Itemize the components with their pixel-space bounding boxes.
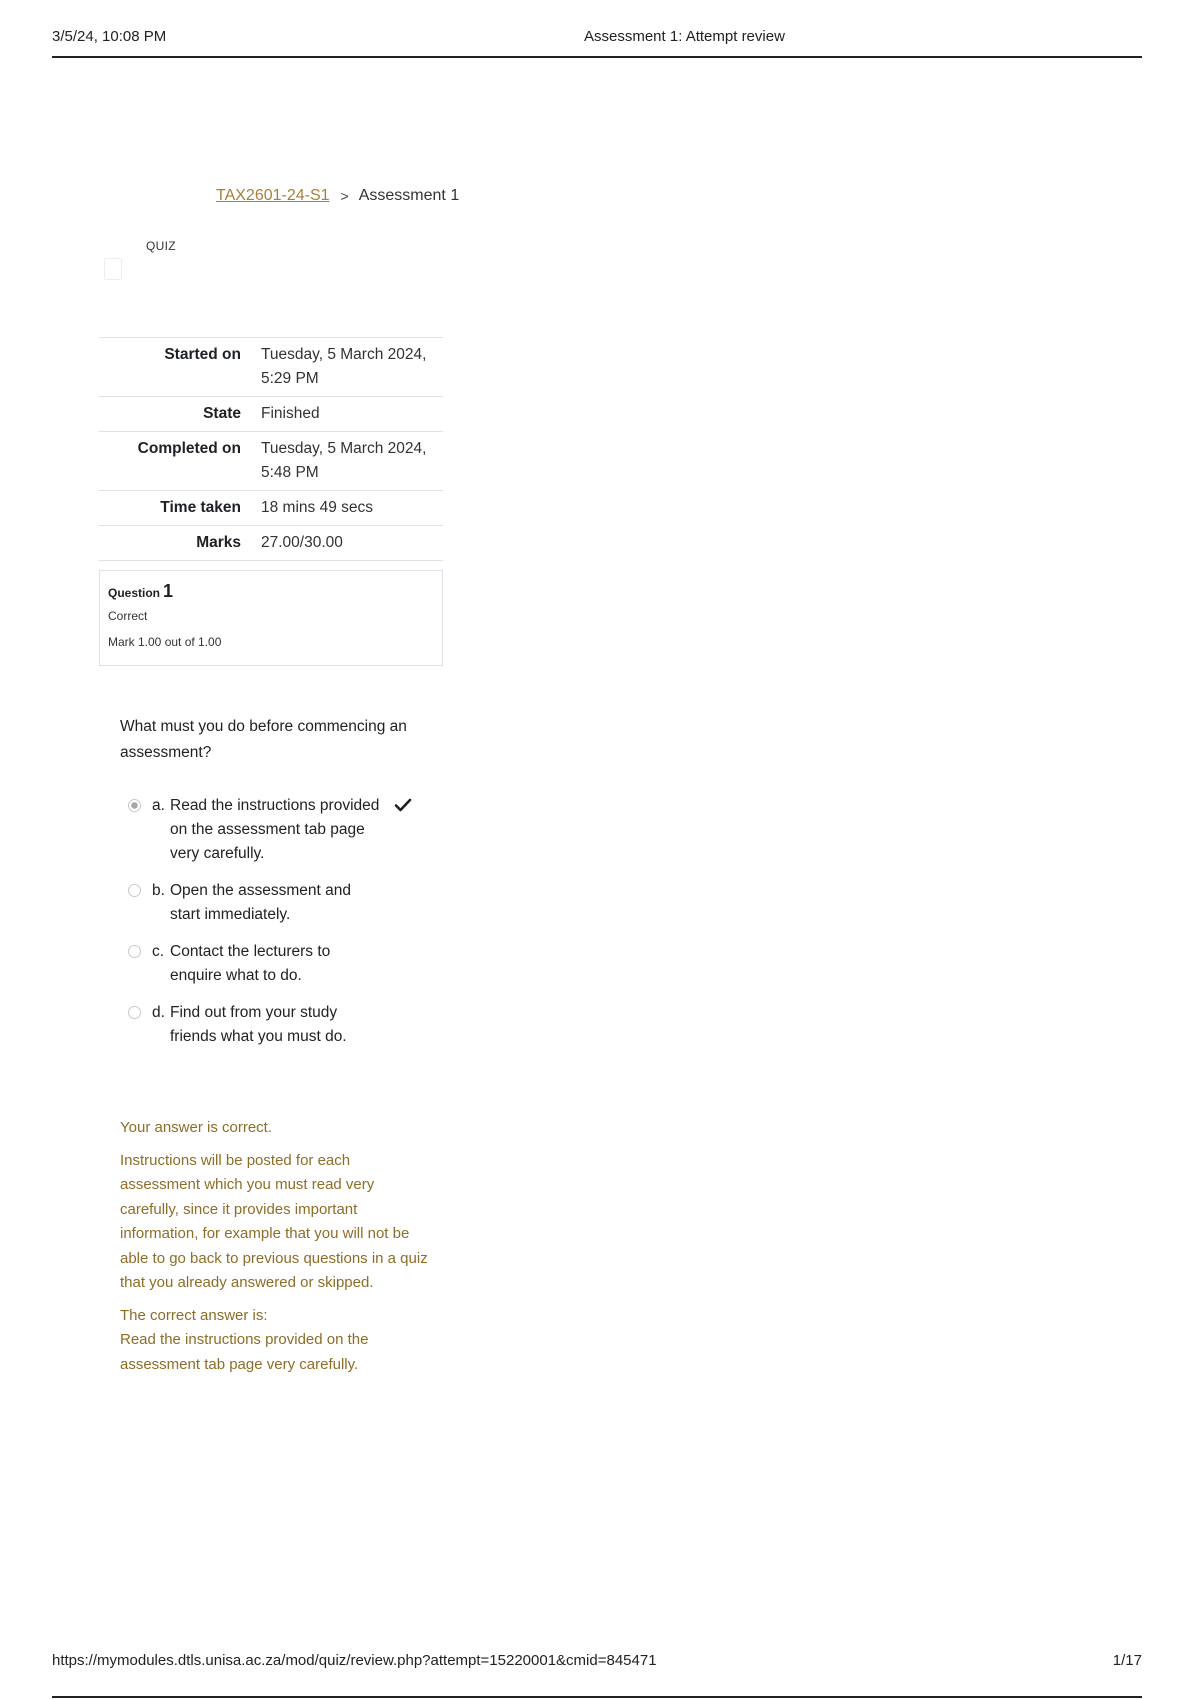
question-feedback (120, 1116, 430, 1377)
marks-value: 27.00/30.00 (261, 534, 343, 551)
print-footer (52, 1652, 1142, 1698)
time-taken-label: Time taken (160, 499, 241, 516)
started-label: Started on (164, 346, 241, 363)
state-value: Finished (261, 405, 320, 422)
completed-label: Completed on (137, 440, 241, 457)
summary-row-marks (99, 526, 443, 561)
radio-button[interactable] (128, 1006, 141, 1019)
state-label: State (203, 405, 241, 422)
radio-button[interactable] (128, 945, 141, 958)
answer-option-b[interactable] (128, 879, 428, 927)
checkmark-icon (394, 796, 412, 814)
option-text: Open the assessment and start immediately. (170, 882, 351, 923)
breadcrumb-course-link[interactable]: TAX2601-24-S1 (216, 187, 330, 204)
option-text: Find out from your study friends what you must do. (170, 1004, 347, 1045)
marks-label: Marks (196, 534, 241, 551)
question-label: Question (108, 586, 161, 600)
right-answer-label: The correct answer is: (120, 1306, 268, 1324)
option-text: Read the instructions provided on the assessment tab page very carefully. (170, 797, 380, 862)
completed-value: Tuesday, 5 March 2024, 5:48 PM (261, 440, 427, 481)
attempt-summary-table (99, 337, 443, 595)
question-mark: Mark 1.00 out of 1.00 (108, 635, 222, 649)
print-page-title: Assessment 1: Attempt review (584, 28, 785, 45)
breadcrumb-current: Assessment 1 (358, 187, 460, 204)
time-taken-value: 18 mins 49 secs (261, 499, 373, 516)
activity-type-label: QUIZ (146, 239, 176, 253)
answer-option-d[interactable] (128, 1001, 428, 1049)
general-feedback: Instructions will be posted for each assessment which you must read very carefully, since it provides important information, for example that you will not be able to go back to previous questions in a quiz that you already answered or skipped. (120, 1151, 428, 1291)
question-number-value: 1 (163, 581, 174, 601)
option-letter: b. (152, 882, 165, 899)
question-number (108, 581, 434, 602)
radio-button-selected[interactable] (128, 799, 141, 812)
summary-row-started (99, 338, 443, 397)
print-date: 3/5/24, 10:08 PM (52, 28, 167, 45)
answer-option-a[interactable] (128, 794, 428, 866)
question-info-box (99, 570, 443, 666)
question-text: What must you do before commencing an assessment? (120, 718, 407, 761)
print-header (52, 28, 1142, 58)
question-state: Correct (108, 609, 148, 623)
answer-options (128, 794, 428, 1062)
summary-row-time (99, 491, 443, 526)
print-page-number: 1/17 (1112, 1652, 1142, 1669)
started-value: Tuesday, 5 March 2024, 5:29 PM (261, 346, 427, 387)
option-text: Contact the lecturers to enquire what to do. (170, 943, 331, 984)
summary-row-state (99, 397, 443, 432)
radio-button[interactable] (128, 884, 141, 897)
correctness-feedback: Your answer is correct. (120, 1119, 273, 1136)
right-answer: Read the instructions provided on the assessment tab page very carefully. (120, 1331, 369, 1373)
breadcrumb (216, 187, 459, 205)
quiz-icon (104, 258, 122, 280)
option-letter: d. (152, 1004, 165, 1021)
summary-row-completed (99, 432, 443, 491)
option-letter: a. (152, 797, 165, 814)
print-url: https://mymodules.dtls.unisa.ac.za/mod/quiz/review.php?attempt=15220001&cmid=845471 (52, 1652, 657, 1669)
chevron-right-icon: > (340, 188, 349, 204)
option-letter: c. (152, 943, 165, 960)
answer-option-c[interactable] (128, 940, 428, 988)
